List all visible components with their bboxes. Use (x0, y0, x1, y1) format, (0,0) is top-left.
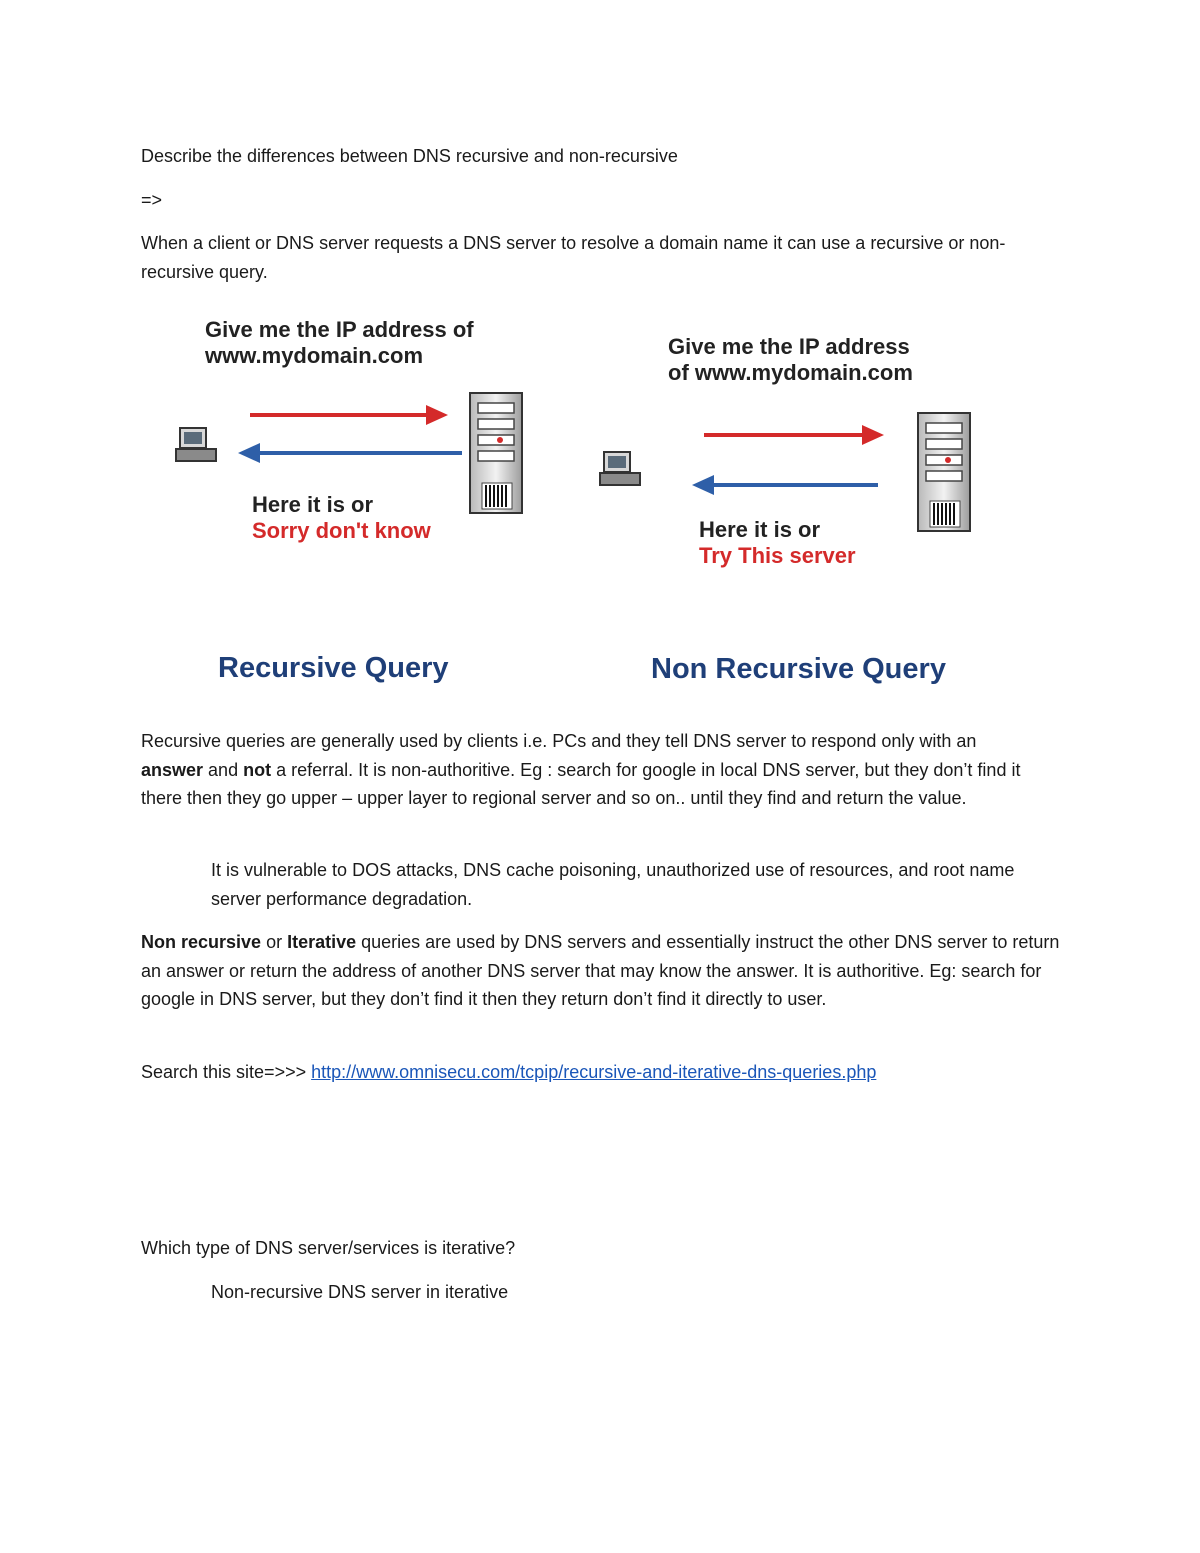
recursive-reply-line2: Sorry don't know (252, 518, 431, 543)
client-computer-icon (176, 428, 216, 461)
recursive-request-text (205, 317, 474, 369)
reply-arrow-icon (692, 475, 878, 495)
non-recursive-reply-line2: Try This server (699, 543, 856, 568)
recursive-reply-line1: Here it is or (252, 492, 374, 517)
non-recursive-request-text (668, 334, 913, 386)
non-recursive-reply-text (699, 517, 856, 569)
recursive-bold-not: not (243, 759, 272, 780)
recursive-bold-answer: answer (141, 759, 204, 780)
recursive-paragraph (141, 727, 1031, 813)
recursive-reply-text (252, 492, 431, 544)
recursive-query-caption: Recursive Query (218, 652, 449, 684)
recursive-request-line2: www.mydomain.com (205, 343, 424, 368)
intro-paragraph: When a client or DNS server requests a DNS server to resolve a domain name it can use a recursive or non-recursive query. (141, 233, 1006, 282)
iterative-text-part2: queries are used by DNS servers and essentially instruct the other DNS server to return an answer or return the address of another DNS server that may know the answer. It is authoritive. Eg: search for google in DNS server, but they don’t find it then they return don’t find it directly to user. (141, 932, 1060, 1009)
question-two: Which type of DNS server/services is iterative? (141, 1238, 516, 1258)
request-arrow-icon (250, 405, 448, 425)
recursive-text-part3: a referral. It is non-authoritive. Eg : search for google in local DNS server, but they don’t find it there then they go upper – upper layer to regional server and so on.. until they find and return the value. (141, 759, 1021, 808)
non-recursive-query-caption: Non Recursive Query (651, 653, 946, 685)
question-heading: Describe the differences between DNS recursive and non-recursive (141, 146, 678, 166)
request-arrow-icon (704, 425, 884, 445)
client-computer-icon (600, 452, 640, 485)
recursive-request-line1: Give me the IP address of (205, 317, 474, 342)
iterative-text-part1: or (261, 932, 288, 952)
iterative-paragraph (141, 928, 1061, 1014)
recursive-text-part2: and (203, 759, 244, 780)
search-line (141, 1058, 1061, 1087)
iterative-bold-iterative: Iterative (287, 932, 357, 952)
answer-marker: => (141, 190, 163, 210)
dns-query-diagram (160, 305, 990, 705)
search-prefix: Search this site=>>> (141, 1062, 312, 1082)
dns-server-icon (470, 393, 522, 513)
vulnerability-paragraph: It is vulnerable to DOS attacks, DNS cache poisoning, unauthorized use of resources, and root name server performance degradation. (211, 860, 1015, 909)
non-recursive-request-line1: Give me the IP address (668, 334, 910, 359)
answer-two: Non-recursive DNS server in iterative (211, 1282, 509, 1302)
dns-server-icon (918, 413, 970, 531)
non-recursive-request-line2: of www.mydomain.com (668, 360, 913, 385)
recursive-text-part1: Recursive queries are generally used by clients i.e. PCs and they tell DNS server to respond only with an (141, 731, 977, 751)
reply-arrow-icon (238, 443, 462, 463)
iterative-bold-non-recursive: Non recursive (141, 932, 262, 952)
non-recursive-reply-line1: Here it is or (699, 517, 821, 542)
omnisecu-link[interactable]: http://www.omnisecu.com/tcpip/recursive-and-iterative-dns-queries.php (311, 1062, 877, 1082)
